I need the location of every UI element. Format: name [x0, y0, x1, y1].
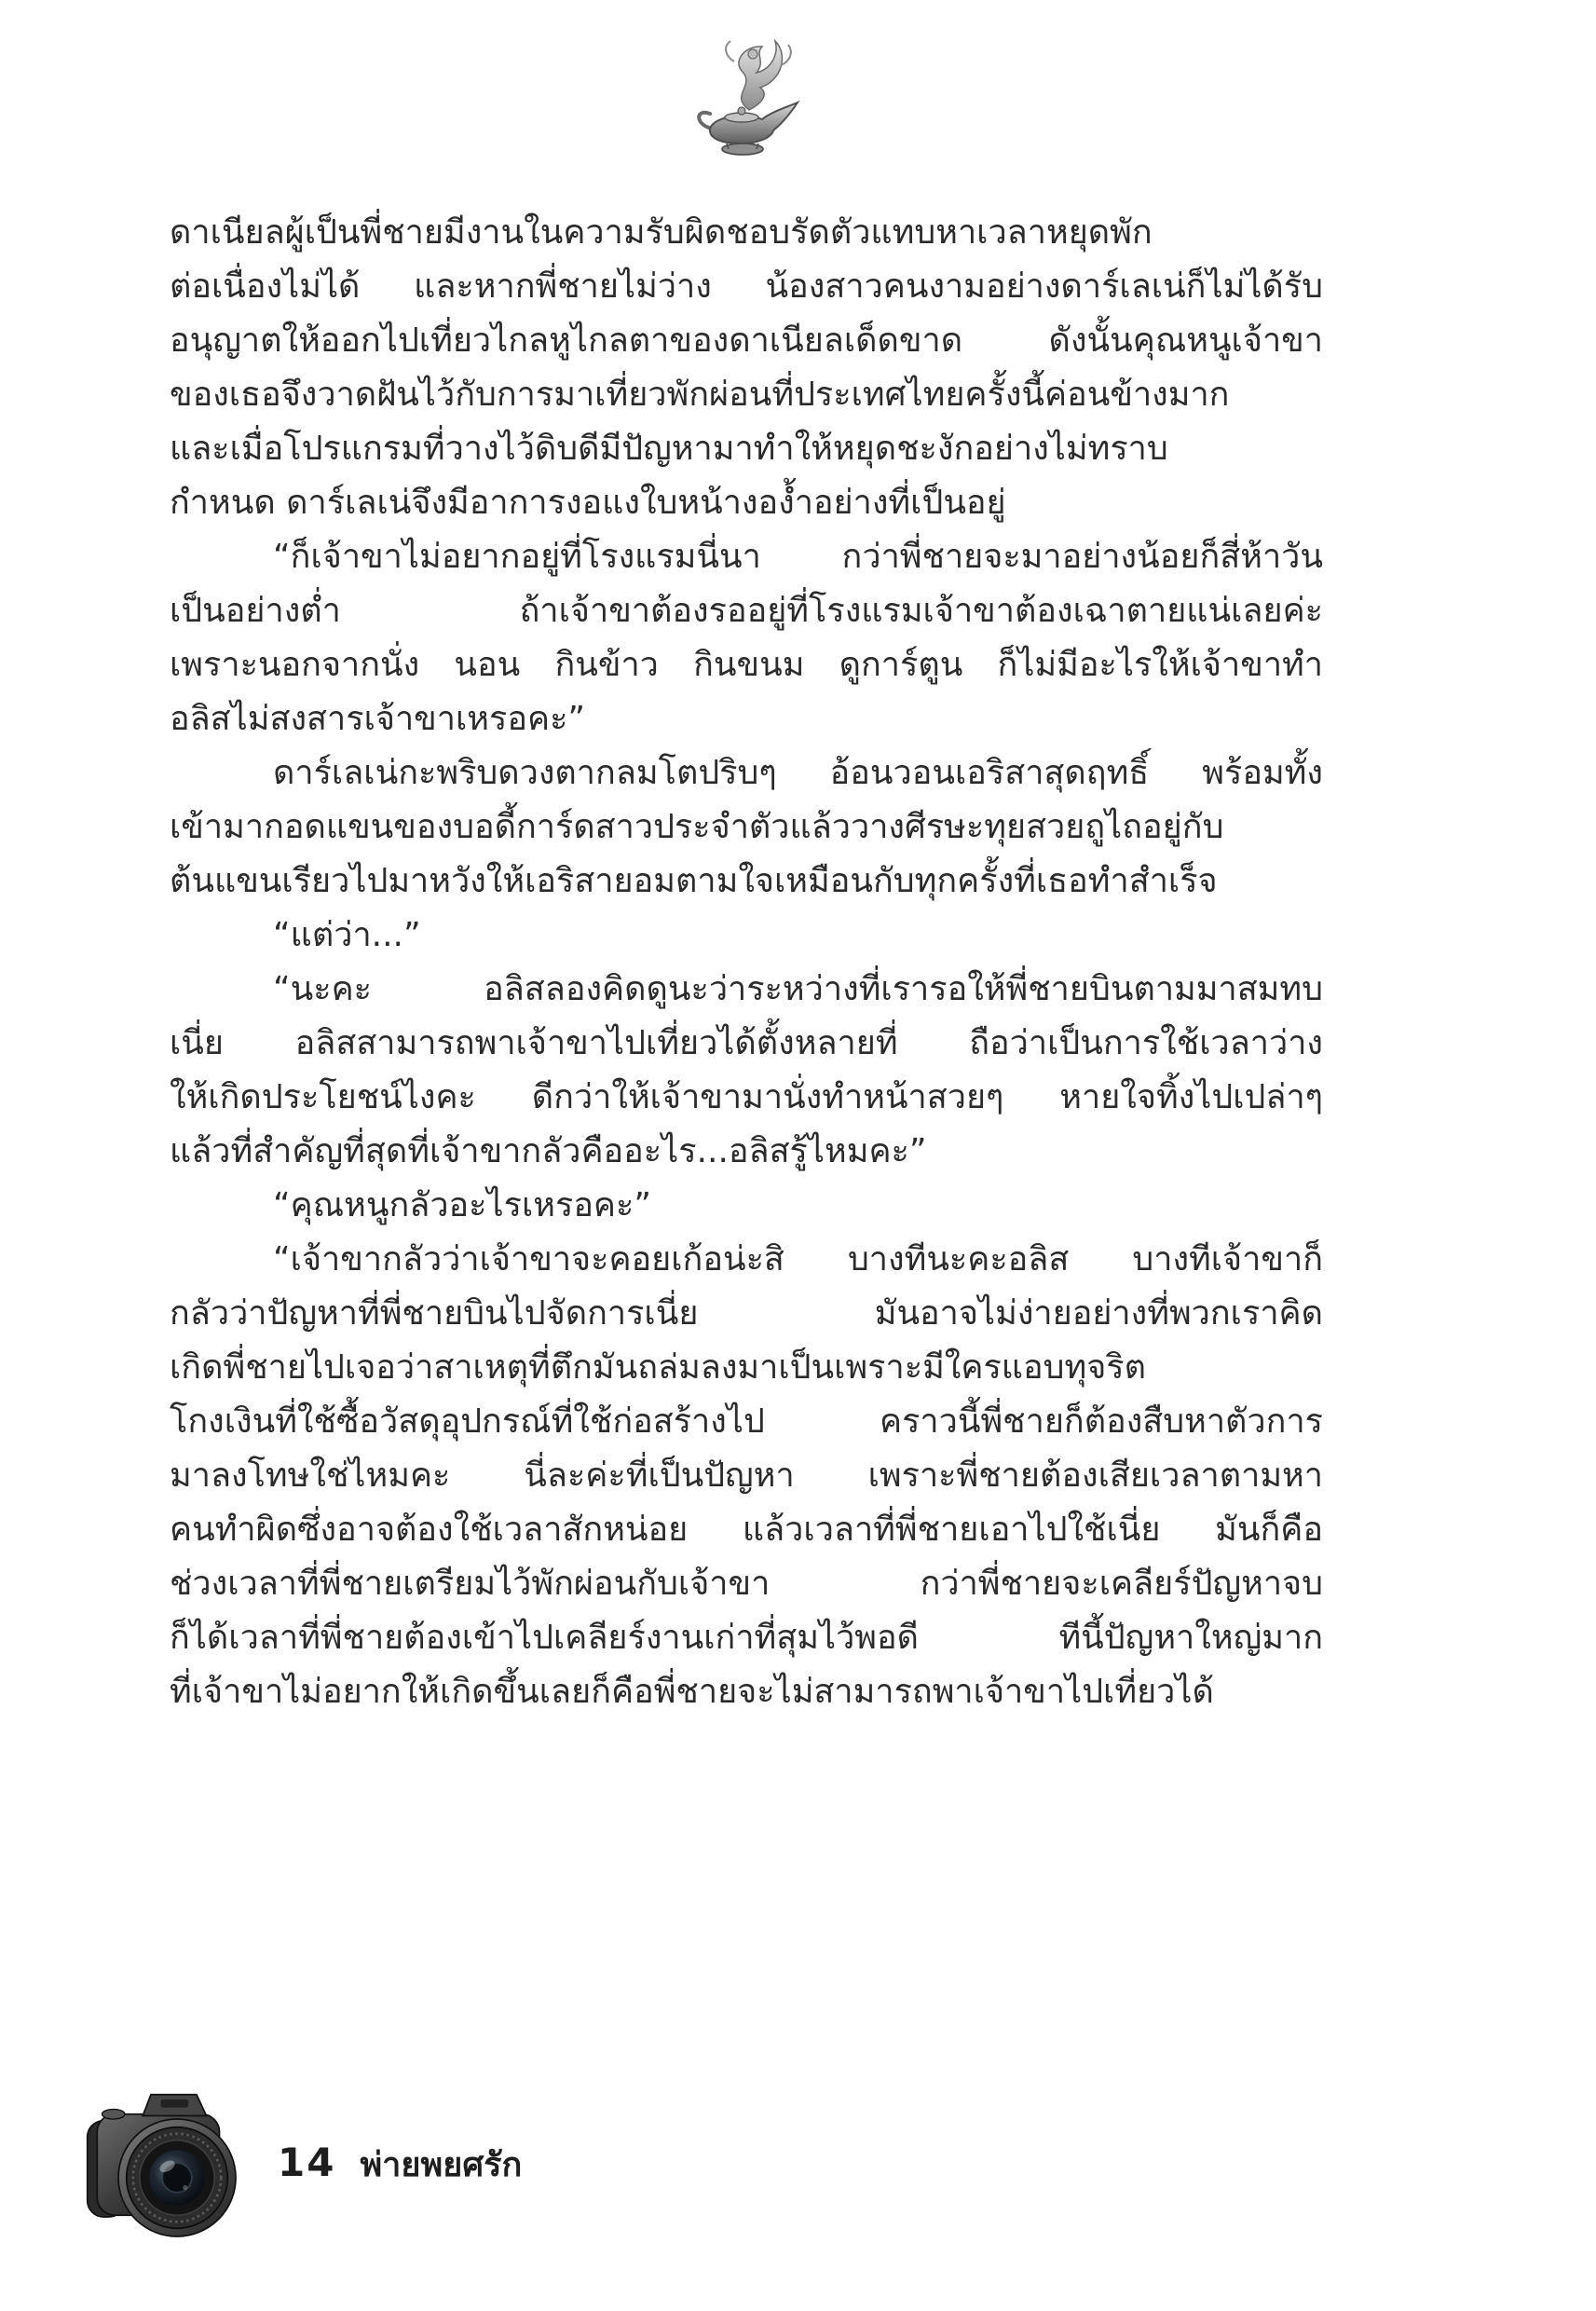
body-text — [170, 206, 1323, 1719]
text-line: เนี่ย อลิสสามารถพาเจ้าขาไปเที่ยวได้ตั้งหลายที่ ถือว่าเป็นการใช้เวลาว่าง — [170, 1024, 1323, 1062]
text-line: ของเธอจึงวาดฝันไว้กับการมาเที่ยวพักผ่อนที่ประเทศไทยครั้งนี้ค่อนข้างมาก — [170, 376, 1230, 414]
lamp-genie-icon — [689, 34, 805, 164]
text-line: “แต่ว่า...” — [273, 916, 421, 954]
text-line: กำหนด ดาร์เลเน่จึงมีอาการงอแงใบหน้างอง้ำอย่างที่เป็นอยู่ — [170, 484, 1006, 522]
text-line: คนทำผิดซึ่งอาจต้องใช้เวลาสักหน่อย แล้วเวลาที่พี่ชายเอาไปใช้เนี่ย มันก็คือ — [170, 1511, 1323, 1549]
text-line: เข้ามากอดแขนของบอดี้การ์ดสาวประจำตัวแล้ววางศีรษะทุยสวยถูไถอยู่กับ — [170, 808, 1224, 846]
text-line: ดาเนียลผู้เป็นพี่ชายมีงานในความรับผิดชอบรัดตัวแทบหาเวลาหยุดพัก — [170, 213, 1153, 252]
text-line: ดาร์เลเน่กะพริบดวงตากลมโตปริบๆ อ้อนวอนเอริสาสุดฤทธิ์ พร้อมทั้ง — [273, 754, 1323, 792]
text-line: แล้วที่สำคัญที่สุดที่เจ้าขากลัวคืออะไร...อลิสรู้ไหมคะ” — [170, 1132, 927, 1170]
text-line: เพราะนอกจากนั่ง นอน กินข้าว กินขนม ดูการ์ตูน ก็ไม่มีอะไรให้เจ้าขาทำ — [170, 646, 1323, 684]
text-line: เป็นอย่างต่ำ ถ้าเจ้าขาต้องรออยู่ที่โรงแรมเจ้าขาต้องเฉาตายแน่เลยค่ะ — [170, 592, 1323, 630]
text-line: เกิดพี่ชายไปเจอว่าสาเหตุที่ตึกมันถล่มลงมาเป็นเพราะมีใครแอบทุจริต — [170, 1348, 1147, 1387]
text-line: ช่วงเวลาที่พี่ชายเตรียมไว้พักผ่อนกับเจ้าขา กว่าพี่ชายจะเคลียร์ปัญหาจบ — [170, 1565, 1323, 1603]
text-line: “ก็เจ้าขาไม่อยากอยู่ที่โรงแรมนี่นา กว่าพี่ชายจะมาอย่างน้อยก็สี่ห้าวัน — [273, 538, 1323, 576]
book-title: พ่ายพยศรัก — [360, 2146, 523, 2184]
text-line: “นะคะ อลิสลองคิดดูนะว่าระหว่างที่เรารอให้พี่ชายบินตามมาสมทบ — [273, 970, 1323, 1008]
page-number: 14 — [278, 2140, 336, 2185]
text-line: “เจ้าขากลัวว่าเจ้าขาจะคอยเก้อน่ะสิ บางทีนะคะอลิส บางทีเจ้าขาก็ — [273, 1240, 1323, 1279]
text-line: อนุญาตให้ออกไปเที่ยวไกลหูไกลตาของดาเนียลเด็ดขาด ดังนั้นคุณหนูเจ้าขา — [170, 321, 1323, 360]
text-line: ที่เจ้าขาไม่อยากให้เกิดขึ้นเลยก็คือพี่ชายจะไม่สามารถพาเจ้าขาไปเที่ยวได้ — [170, 1673, 1214, 1711]
text-line: ก็ได้เวลาที่พี่ชายต้องเข้าไปเคลียร์งานเก่าที่สุมไว้พอดี ทีนี้ปัญหาใหญ่มาก — [170, 1619, 1323, 1657]
page-footer — [278, 2138, 522, 2191]
text-line: มาลงโทษใช่ไหมคะ นี่ละค่ะที่เป็นปัญหา เพราะพี่ชายต้องเสียเวลาตามหา — [170, 1456, 1323, 1495]
text-line: ให้เกิดประโยชน์ไงคะ ดีกว่าให้เจ้าขามานั่งทำหน้าสวยๆ หายใจทิ้งไปเปล่าๆ — [170, 1078, 1323, 1116]
text-line: กลัวว่าปัญหาที่พี่ชายบินไปจัดการเนี่ย มันอาจไม่ง่ายอย่างที่พวกเราคิด — [170, 1294, 1323, 1333]
text-line: ต้นแขนเรียวไปมาหวังให้เอริสายอมตามใจเหมือนกับทุกครั้งที่เธอทำสำเร็จ — [170, 862, 1218, 900]
camera-icon — [86, 2061, 249, 2262]
text-line: ต่อเนื่องไม่ได้ และหากพี่ชายไม่ว่าง น้องสาวคนงามอย่างดาร์เลเน่ก็ไม่ได้รับ — [170, 267, 1323, 306]
text-line: และเมื่อโปรแกรมที่วางไว้ดิบดีมีปัญหามาทำให้หยุดชะงักอย่างไม่ทราบ — [170, 430, 1168, 468]
text-line: โกงเงินที่ใช้ซื้อวัสดุอุปกรณ์ที่ใช้ก่อสร้างไป คราวนี้พี่ชายก็ต้องสืบหาตัวการ — [170, 1402, 1323, 1441]
text-line: อลิสไม่สงสารเจ้าขาเหรอคะ” — [170, 700, 586, 738]
text-line: “คุณหนูกลัวอะไรเหรอคะ” — [273, 1186, 652, 1224]
